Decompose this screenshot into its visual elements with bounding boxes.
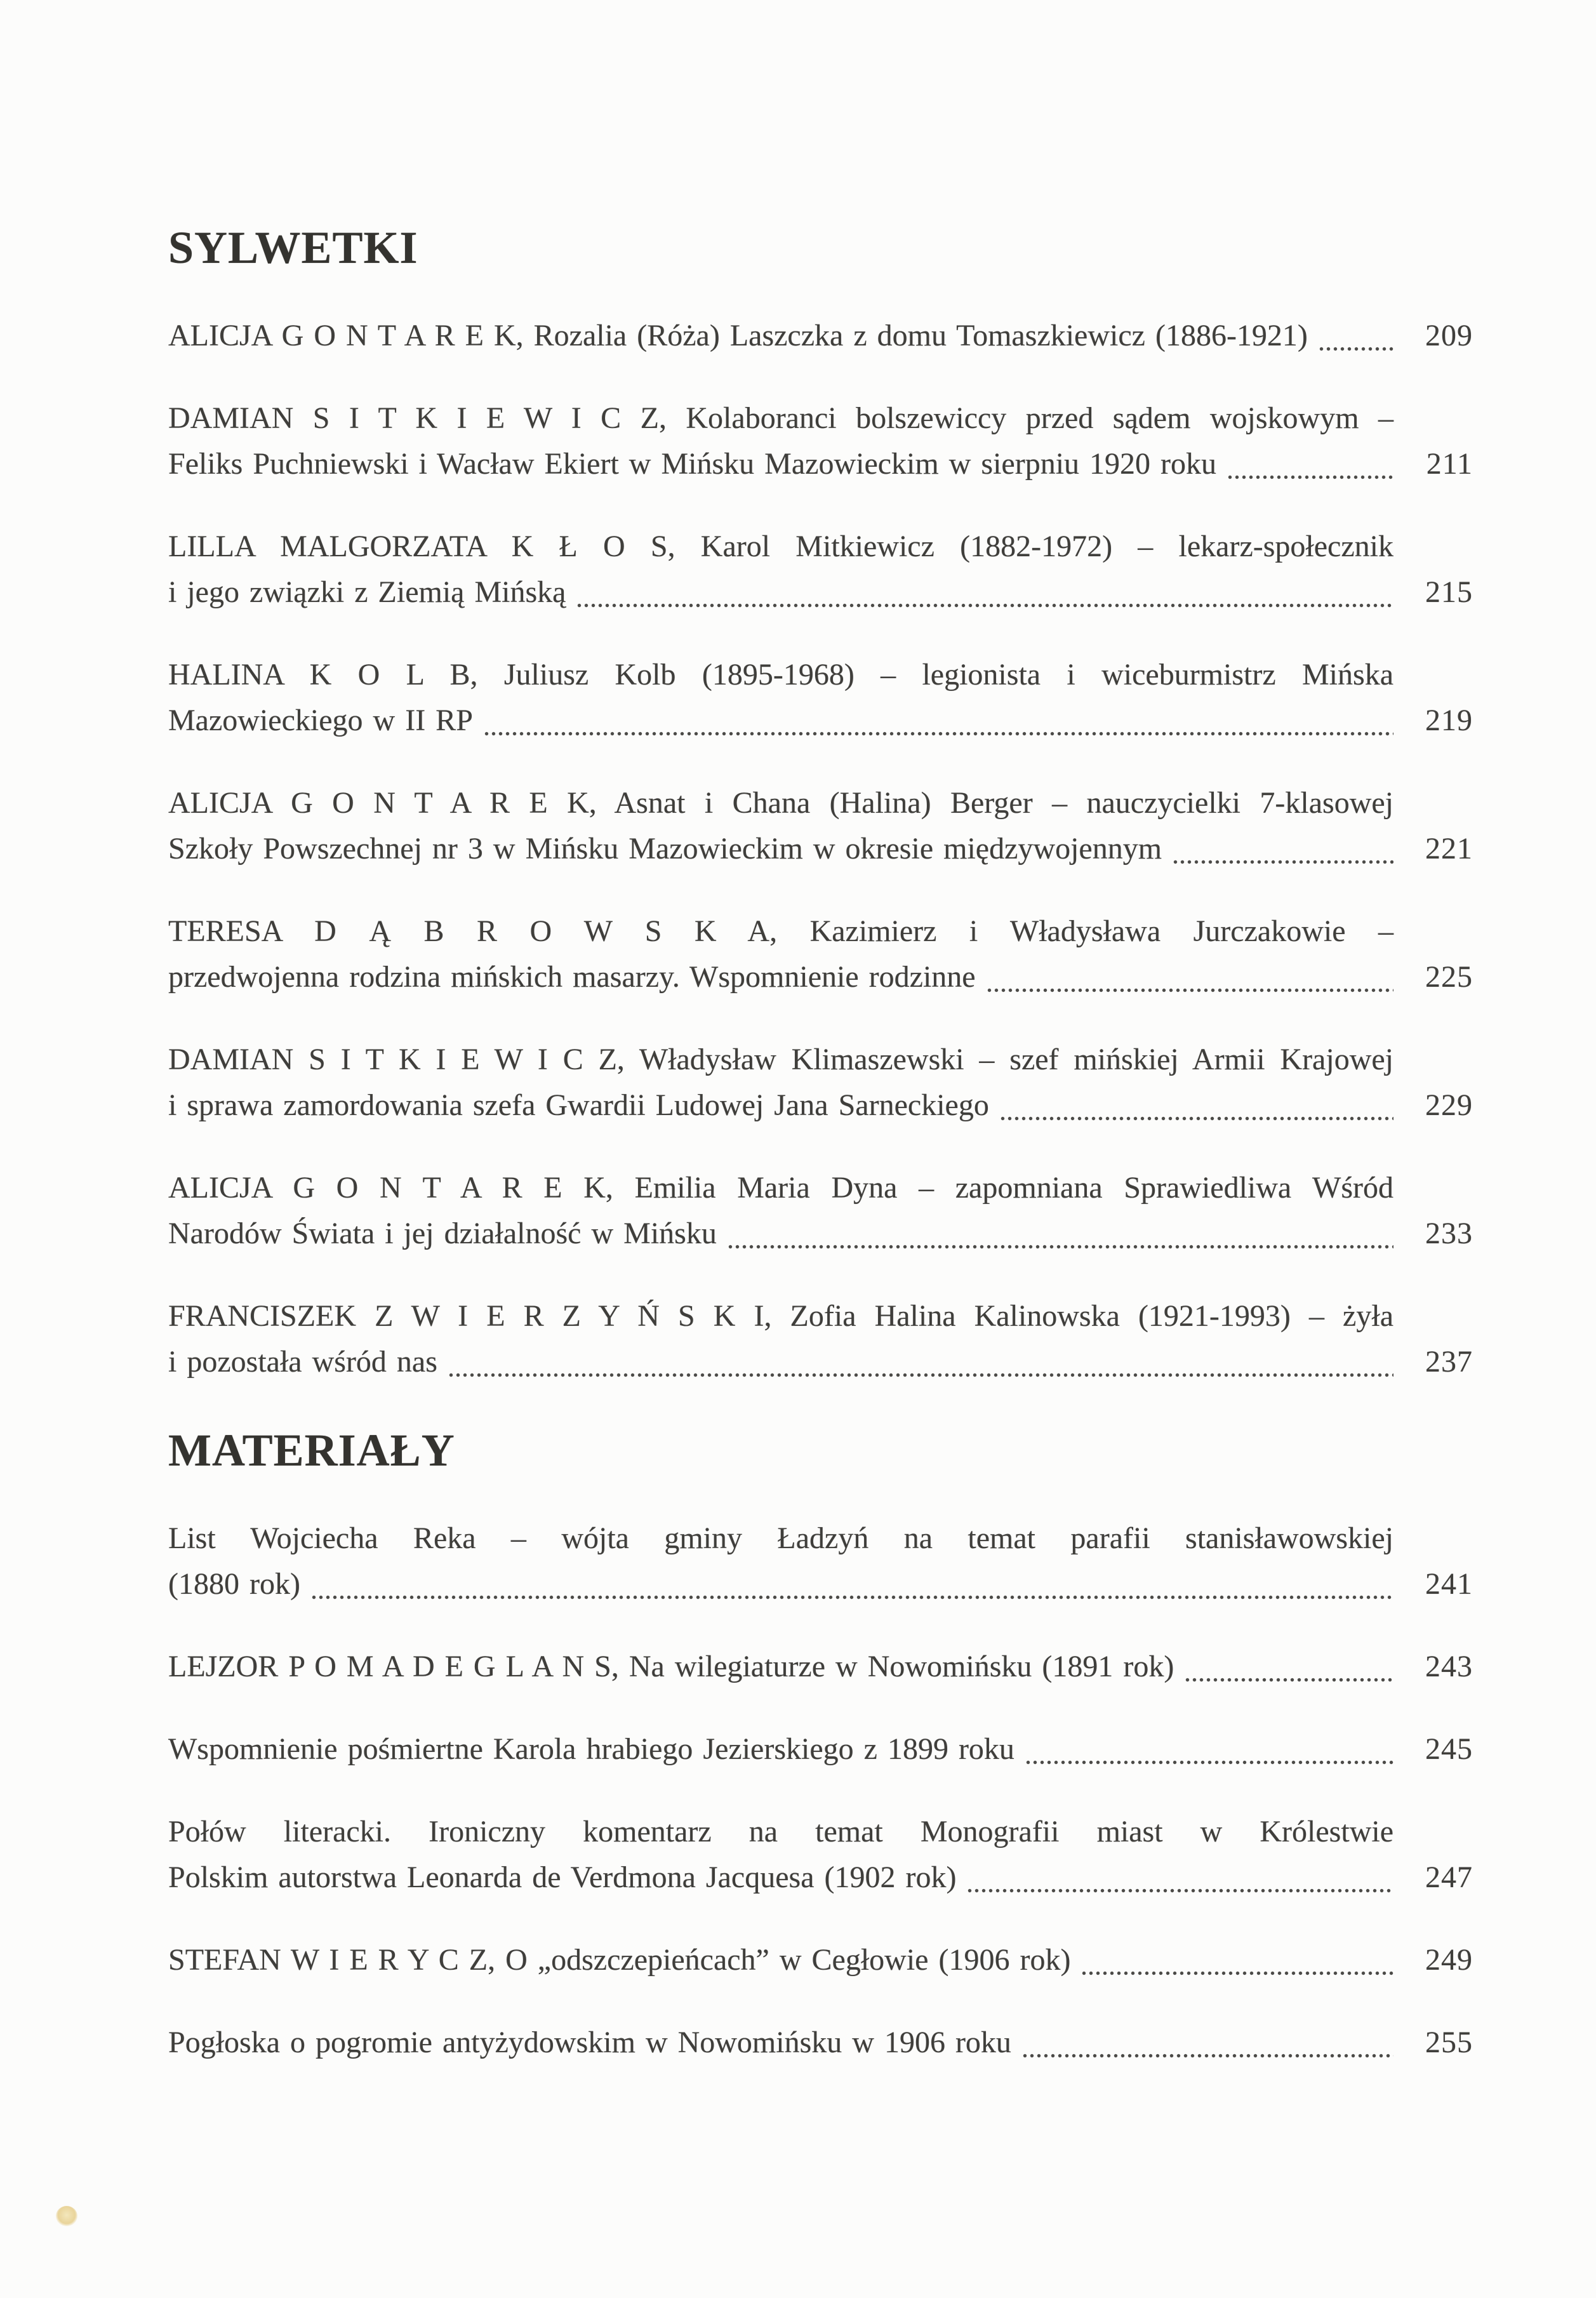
- dot-leader: [966, 1855, 1393, 1901]
- entry-last-line: [168, 1727, 1393, 1772]
- toc-entry: [168, 1516, 1473, 1607]
- dot-leader: [1227, 441, 1393, 487]
- dot-leader: [1172, 826, 1393, 872]
- entry-text-line: ALICJA G O N T A R E K, Asnat i Chana (Halina) Berger – nauczycielki 7-klasowej: [168, 786, 1393, 820]
- entry-text-line: i jego związki z Ziemią Mińską: [168, 575, 566, 609]
- entry-last-line: [168, 1855, 1393, 1901]
- dot-leader: [448, 1339, 1393, 1385]
- entry-page-number: 237: [1425, 1345, 1473, 1379]
- dot-leader: [1318, 313, 1393, 359]
- entry-text-line: Polskim autorstwa Leonarda de Verdmona Jacquesa (1902 rok): [168, 1860, 957, 1894]
- entry-text-line: (1880 rok): [168, 1567, 300, 1601]
- entry-text-line: HALINA K O L B, Juliusz Kolb (1895-1968) – legionista i wiceburmistrz Mińska: [168, 658, 1393, 691]
- entry-body: [168, 652, 1393, 744]
- entry-page-number: 245: [1425, 1732, 1473, 1766]
- entry-last-line: [168, 1644, 1393, 1690]
- dot-leader: [1081, 1937, 1393, 1983]
- section-title-sylwetki: SYLWETKI: [168, 222, 418, 273]
- entry-page-number: 233: [1425, 1217, 1473, 1250]
- entry-text-line: LEJZOR P O M A D E G L A N S, Na wilegiaturze w Nowomińsku (1891 rok): [168, 1650, 1174, 1683]
- entry-text-line: i pozostała wśród nas: [168, 1345, 437, 1379]
- toc-entry: [168, 1809, 1473, 1901]
- entry-body: [168, 524, 1393, 615]
- entry-page-number: 249: [1425, 1943, 1473, 1977]
- entry-page-number: 221: [1425, 832, 1473, 865]
- entry-page-number: 215: [1425, 575, 1473, 609]
- dot-leader: [576, 570, 1393, 615]
- entry-last-line: [168, 954, 1393, 1000]
- entry-text-line: Szkoły Powszechnej nr 3 w Mińsku Mazowieckim w okresie międzywojennym: [168, 832, 1162, 865]
- entry-text-line: Wspomnienie pośmiertne Karola hrabiego Jezierskiego z 1899 roku: [168, 1732, 1014, 1766]
- entry-last-line: [168, 1339, 1393, 1385]
- entry-body: [168, 1809, 1393, 1901]
- dot-leader: [310, 1561, 1393, 1607]
- entry-last-line: [168, 313, 1393, 359]
- toc-entry: [168, 524, 1473, 615]
- dot-leader: [1025, 1727, 1393, 1772]
- entry-last-line: [168, 1211, 1393, 1257]
- section-title-materialy: MATERIAŁY: [168, 1425, 455, 1476]
- entry-page-number: 247: [1425, 1860, 1473, 1894]
- entry-body: [168, 1727, 1393, 1772]
- entry-page-number: 209: [1425, 319, 1473, 352]
- section-entries-materialy: [168, 1516, 1473, 2066]
- toc-entry: [168, 2020, 1473, 2066]
- entry-text-line: Połów literacki. Ironiczny komentarz na temat Monografii miast w Królestwie: [168, 1815, 1393, 1848]
- entry-body: [168, 1937, 1393, 1983]
- entry-text-line: TERESA D Ą B R O W S K A, Kazimierz i Władysława Jurczakowie –: [168, 914, 1393, 948]
- entry-last-line: [168, 698, 1393, 744]
- entry-text-line: DAMIAN S I T K I E W I C Z, Władysław Klimaszewski – szef mińskiej Armii Krajowej: [168, 1043, 1393, 1076]
- entry-body: [168, 1516, 1393, 1607]
- entry-text-line: FRANCISZEK Z W I E R Z Y Ń S K I, Zofia Halina Kalinowska (1921-1993) – żyła: [168, 1299, 1393, 1333]
- entry-body: [168, 1293, 1393, 1385]
- entry-text-line: DAMIAN S I T K I E W I C Z, Kolaboranci bolszewiccy przed sądem wojskowym –: [168, 401, 1393, 435]
- entry-body: [168, 780, 1393, 872]
- toc-entry: [168, 1165, 1473, 1257]
- entry-page-number: 243: [1425, 1650, 1473, 1683]
- toc-entry: [168, 396, 1473, 487]
- entry-page-number: 219: [1425, 704, 1473, 737]
- entry-body: [168, 313, 1393, 359]
- toc-entry: [168, 1293, 1473, 1385]
- entry-text-line: Feliks Puchniewski i Wacław Ekiert w Mińsku Mazowieckim w sierpniu 1920 roku: [168, 447, 1217, 481]
- dot-leader: [1184, 1644, 1393, 1690]
- entry-last-line: [168, 1561, 1393, 1607]
- toc-entry: [168, 313, 1473, 359]
- entry-text-line: przedwojenna rodzina mińskich masarzy. Wspomnienie rodzinne: [168, 960, 976, 994]
- entry-body: [168, 2020, 1393, 2066]
- entry-text-line: ALICJA G O N T A R E K, Emilia Maria Dyna – zapomniana Sprawiedliwa Wśród: [168, 1171, 1393, 1205]
- entry-text-line: Narodów Świata i jej działalność w Mińsku: [168, 1217, 717, 1250]
- entry-text-line: Mazowieckiego w II RP: [168, 704, 473, 737]
- entry-last-line: [168, 1937, 1393, 1983]
- toc-entry: [168, 780, 1473, 872]
- entry-text-line: Pogłoska o pogromie antyżydowskim w Nowomińsku w 1906 roku: [168, 2026, 1011, 2059]
- dot-leader: [986, 954, 1393, 1000]
- section-entries-sylwetki: [168, 313, 1473, 1385]
- dot-leader: [727, 1211, 1393, 1257]
- entry-page-number: 225: [1425, 960, 1473, 994]
- toc-entry: [168, 1937, 1473, 1983]
- entry-last-line: [168, 1083, 1393, 1128]
- toc-entry: [168, 1644, 1473, 1690]
- entry-last-line: [168, 2020, 1393, 2066]
- dot-leader: [1021, 2020, 1393, 2066]
- toc-entry: [168, 1727, 1473, 1772]
- entry-page-number: 211: [1426, 447, 1473, 481]
- entry-last-line: [168, 570, 1393, 615]
- entry-text-line: ALICJA G O N T A R E K, Rozalia (Róża) Laszczka z domu Tomaszkiewicz (1886-1921): [168, 319, 1308, 352]
- entry-last-line: [168, 826, 1393, 872]
- entry-page-number: 241: [1425, 1567, 1473, 1601]
- dot-leader: [999, 1083, 1393, 1128]
- toc-entry: [168, 909, 1473, 1000]
- entry-body: [168, 1644, 1393, 1690]
- dot-leader: [483, 698, 1393, 744]
- entry-text-line: LILLA MALGORZATA K Ł O S, Karol Mitkiewicz (1882-1972) – lekarz-społecznik: [168, 530, 1393, 563]
- entry-body: [168, 1165, 1393, 1257]
- entry-body: [168, 396, 1393, 487]
- entry-last-line: [168, 441, 1393, 487]
- entry-body: [168, 1037, 1393, 1128]
- entry-text-line: i sprawa zamordowania szefa Gwardii Ludowej Jana Sarneckiego: [168, 1088, 989, 1122]
- toc-entry: [168, 652, 1473, 744]
- entry-page-number: 229: [1425, 1088, 1473, 1122]
- entry-body: [168, 909, 1393, 1000]
- entry-text-line: STEFAN W I E R Y C Z, O „odszczepieńcach” w Cegłowie (1906 rok): [168, 1943, 1071, 1977]
- toc-entry: [168, 1037, 1473, 1128]
- stain-mark: [56, 2206, 77, 2226]
- entry-text-line: List Wojciecha Reka – wójta gminy Ładzyń na temat parafii stanisławowskiej: [168, 1521, 1393, 1555]
- toc-content: [168, 219, 1473, 2102]
- entry-page-number: 255: [1425, 2026, 1473, 2059]
